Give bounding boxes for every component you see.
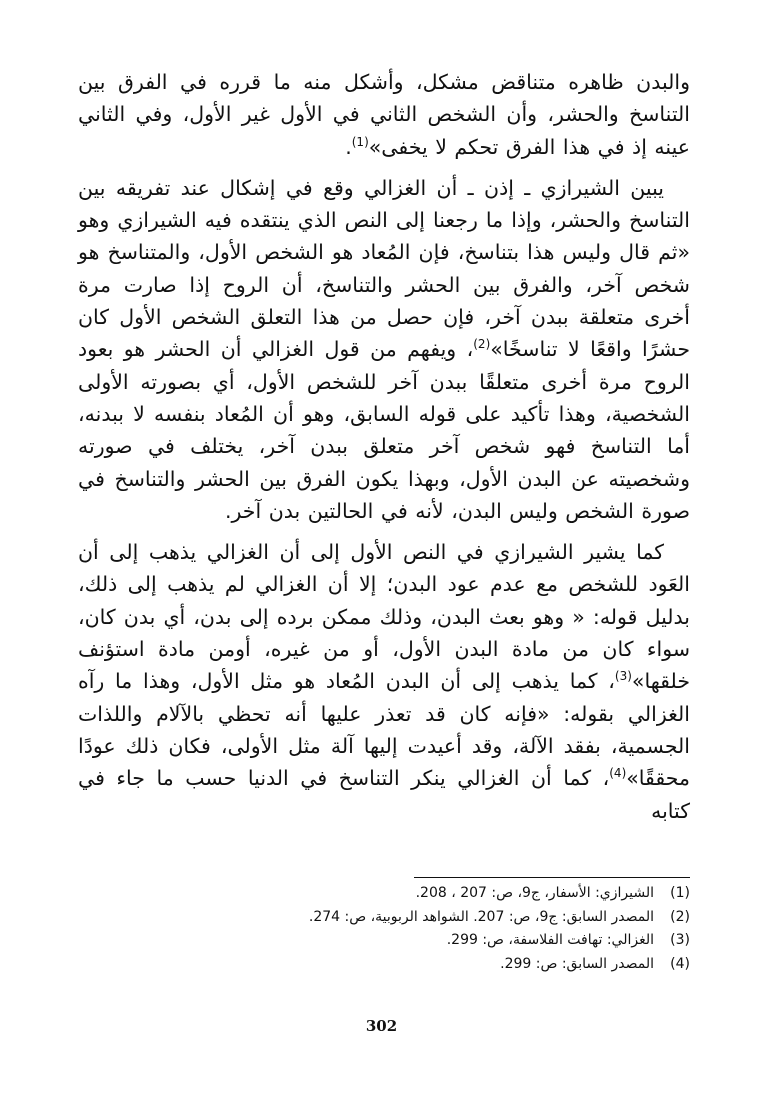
footnote-number: (1)	[670, 885, 690, 901]
footnote-number: (3)	[670, 932, 690, 948]
footnote-text: المصدر السابق: ص: 299.	[500, 955, 654, 972]
paragraph-2-tail: ، ويفهم من قول الغزالي أن الحشر هو بعود الروح مرة أخرى متعلقًا ببدن آخر للشخص الأول، أي بصورته الأولى الشخصية، وهذا تأكيد على قوله السابق، وهو أن المُعاد بنفسه لا ببدنه، أما التناسخ فهو شخص آخر متعلق ببدن آخر، يختلف في صورته وشخصيته عن البدن الأول، وبهذا يكون الفرق بين الحشر والتناسخ في صورة الشخص وليس البدن، لأنه في الحالتين بدن آخر.	[78, 337, 690, 523]
paragraph-3-middle: ، كما يذهب إلى أن البدن المُعاد هو مثل الأول، وهذا ما رآه الغزالي بقوله: «فإنه كان قد تعذر عليها أنه تحظي بالآلام واللذات الجسمية، بفقد الآلة، وقد أعيدت إليها آلة مثل الأولى، فكان ذلك عودًا محققًا»	[78, 669, 690, 791]
footnote-text: المصدر السابق: ج9، ص: 207. الشواهد الربوبية، ص: 274.	[308, 908, 654, 925]
footnote-number: (4)	[670, 955, 690, 972]
paragraph-2-text: يبين الشيرازي ـ إذن ـ أن الغزالي وقع في إشكال عند تفريقه بين التناسخ والحشر، وإذا ما رجعنا إلى النص الذي ينتقده فيه الشيرازي وهو «ثم قال وليس هذا بتناسخ، فإن المُعاد هو الشخص الأول، والمتناسخ هو شخص آخر، والفرق بين الحشر والتناسخ، أن الروح إذا صارت مرة أخرى متعلقة ببدن آخر، فإن حصل من هذا التعلق الشخص الأول كان حشرًا واقعًا لا تناسخًا»	[78, 175, 690, 362]
footnote-ref-4: (4)	[609, 766, 627, 781]
paragraph-3	[78, 536, 690, 827]
footnote-divider	[414, 877, 690, 878]
footnote-1	[78, 882, 690, 906]
paragraph-3-tail: ، كما أن الغزالي ينكر التناسخ في الدنيا حسب ما جاء في كتابه	[78, 766, 690, 823]
footnote-ref-2: (2)	[473, 337, 491, 352]
footnote-number: (2)	[670, 908, 690, 925]
footnote-text: الشيرازي: الأسفار، ج9، ص: 207 ، 208.	[415, 885, 654, 901]
footnote-2	[78, 906, 690, 930]
paragraph-3-text: كما يشير الشيرازي في النص الأول إلى أن الغزالي يذهب إلى أن العَود للشخص مع عدم عود البدن؛ إلا أن الغزالي لم يذهب إلى ذلك، بدليل قوله: « وهو بعث البدن، وذلك ممكن برده إلى بدن، أي بدن كان، سواء كان من مادة البدن الأول، أو من غيره، أومن مادة استؤنف خلقها»	[78, 540, 690, 694]
paragraph-2	[78, 172, 690, 527]
footnote-3	[78, 929, 690, 953]
footnote-ref-1: (1)	[351, 134, 369, 149]
page-number: 302	[365, 1017, 398, 1035]
paragraph-1-tail: .	[345, 134, 352, 159]
paragraph-1	[78, 66, 690, 163]
main-text	[78, 66, 690, 827]
paragraph-1-text: والبدن ظاهره متناقض مشكل، وأشكل منه ما قرره في الفرق بين التناسخ والحشر، وأن الشخص الثاني في الأول غير الأول، وفي الثاني عينه إذ في هذا الفرق تحكم لا يخفى»	[78, 70, 690, 159]
footnote-4	[78, 953, 690, 977]
footnote-text: الغزالي: تهافت الفلاسفة، ص: 299.	[446, 932, 654, 948]
footnotes	[78, 882, 690, 976]
footnote-ref-3: (3)	[614, 669, 632, 684]
